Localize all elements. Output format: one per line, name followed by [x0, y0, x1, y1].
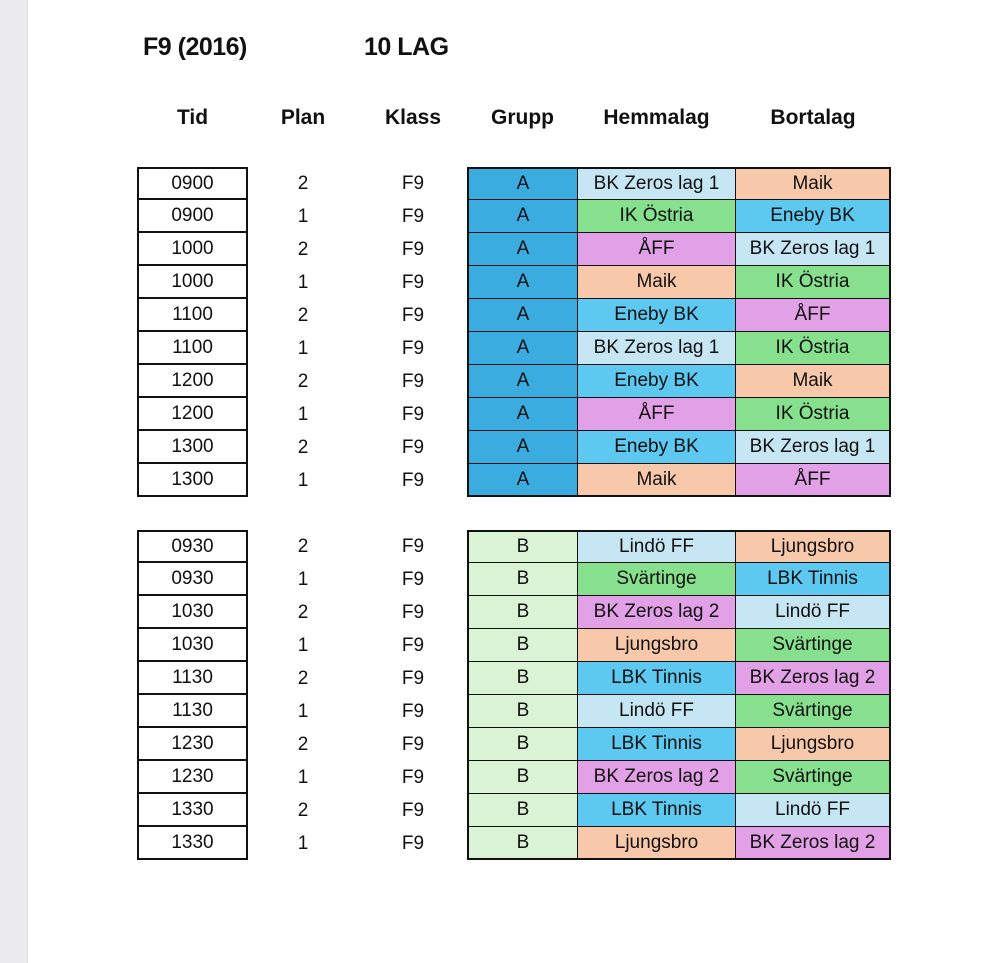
cell-plan: 1 — [297, 403, 309, 425]
cell-klass: F9 — [401, 436, 425, 458]
column-header-bortalag: Bortalag — [770, 106, 856, 129]
cell-plan: 2 — [297, 733, 309, 755]
cell-klass: F9 — [401, 766, 425, 788]
cell-hemmalag: LBK Tinnis — [577, 794, 736, 827]
cell-grupp: A — [467, 431, 578, 464]
cell-hemmalag: ÅFF — [577, 233, 736, 266]
cell-bortalag: ÅFF — [735, 299, 891, 332]
cell-bortalag: Lindö FF — [735, 794, 891, 827]
cell-grupp: A — [467, 299, 578, 332]
cell-klass: F9 — [401, 469, 425, 491]
cell-grupp: B — [467, 827, 578, 860]
cell-plan: 1 — [297, 337, 309, 359]
cell-bortalag: Ljungsbro — [735, 530, 891, 563]
cell-klass: F9 — [401, 337, 425, 359]
cell-tid: 1200 — [137, 398, 248, 431]
cell-tid: 1330 — [137, 827, 248, 860]
cell-klass: F9 — [401, 271, 425, 293]
cell-plan: 2 — [297, 370, 309, 392]
cell-hemmalag: Eneby BK — [577, 431, 736, 464]
cell-bortalag: Svärtinge — [735, 629, 891, 662]
cell-plan: 2 — [297, 601, 309, 623]
cell-tid: 1330 — [137, 794, 248, 827]
cell-hemmalag: Ljungsbro — [577, 629, 736, 662]
cell-hemmalag: Maik — [577, 464, 736, 497]
cell-klass: F9 — [401, 799, 425, 821]
cell-hemmalag: Eneby BK — [577, 365, 736, 398]
cell-hemmalag: ÅFF — [577, 398, 736, 431]
cell-hemmalag: Svärtinge — [577, 563, 736, 596]
cell-hemmalag: LBK Tinnis — [577, 662, 736, 695]
cell-tid: 1030 — [137, 596, 248, 629]
cell-tid: 1130 — [137, 662, 248, 695]
cell-bortalag: Maik — [735, 167, 891, 200]
cell-hemmalag: BK Zeros lag 1 — [577, 332, 736, 365]
cell-klass: F9 — [401, 238, 425, 260]
cell-tid: 1100 — [137, 332, 248, 365]
cell-grupp: B — [467, 662, 578, 695]
cell-klass: F9 — [401, 568, 425, 590]
cell-tid: 1300 — [137, 431, 248, 464]
cell-bortalag: Ljungsbro — [735, 728, 891, 761]
cell-klass: F9 — [401, 304, 425, 326]
cell-tid: 0930 — [137, 563, 248, 596]
cell-plan: 1 — [297, 568, 309, 590]
cell-bortalag: Svärtinge — [735, 695, 891, 728]
cell-plan: 2 — [297, 238, 309, 260]
cell-plan: 1 — [297, 766, 309, 788]
cell-klass: F9 — [401, 700, 425, 722]
cell-bortalag: BK Zeros lag 1 — [735, 233, 891, 266]
cell-hemmalag: BK Zeros lag 1 — [577, 167, 736, 200]
cell-hemmalag: IK Östria — [577, 200, 736, 233]
cell-grupp: B — [467, 695, 578, 728]
column-header-tid: Tid — [176, 106, 209, 129]
cell-bortalag: Svärtinge — [735, 761, 891, 794]
page-title: F9 (2016) — [143, 33, 247, 61]
cell-plan: 2 — [297, 172, 309, 194]
cell-bortalag: ÅFF — [735, 464, 891, 497]
cell-grupp: A — [467, 464, 578, 497]
cell-tid: 0930 — [137, 530, 248, 563]
cell-tid: 1300 — [137, 464, 248, 497]
cell-bortalag: IK Östria — [735, 332, 891, 365]
column-header-plan: Plan — [280, 106, 326, 129]
cell-bortalag: LBK Tinnis — [735, 563, 891, 596]
cell-plan: 1 — [297, 634, 309, 656]
cell-plan: 2 — [297, 436, 309, 458]
cell-hemmalag: BK Zeros lag 2 — [577, 761, 736, 794]
cell-grupp: A — [467, 266, 578, 299]
cell-tid: 1030 — [137, 629, 248, 662]
cell-klass: F9 — [401, 205, 425, 227]
cell-tid: 1200 — [137, 365, 248, 398]
cell-grupp: A — [467, 200, 578, 233]
cell-grupp: B — [467, 794, 578, 827]
cell-klass: F9 — [401, 601, 425, 623]
cell-plan: 1 — [297, 469, 309, 491]
cell-klass: F9 — [401, 667, 425, 689]
cell-tid: 0900 — [137, 200, 248, 233]
team-count: 10 LAG — [364, 33, 449, 61]
cell-tid: 0900 — [137, 167, 248, 200]
cell-tid: 1130 — [137, 695, 248, 728]
cell-plan: 1 — [297, 832, 309, 854]
cell-bortalag: BK Zeros lag 2 — [735, 662, 891, 695]
cell-grupp: A — [467, 167, 578, 200]
cell-bortalag: BK Zeros lag 1 — [735, 431, 891, 464]
cell-klass: F9 — [401, 634, 425, 656]
cell-tid: 1230 — [137, 728, 248, 761]
cell-bortalag: Lindö FF — [735, 596, 891, 629]
cell-plan: 2 — [297, 304, 309, 326]
cell-hemmalag: Maik — [577, 266, 736, 299]
column-header-klass: Klass — [384, 106, 442, 129]
cell-grupp: B — [467, 596, 578, 629]
cell-grupp: B — [467, 761, 578, 794]
cell-hemmalag: Eneby BK — [577, 299, 736, 332]
cell-klass: F9 — [401, 370, 425, 392]
cell-plan: 2 — [297, 535, 309, 557]
cell-klass: F9 — [401, 832, 425, 854]
cell-plan: 1 — [297, 271, 309, 293]
cell-bortalag: IK Östria — [735, 266, 891, 299]
cell-tid: 1000 — [137, 233, 248, 266]
cell-tid: 1100 — [137, 299, 248, 332]
cell-hemmalag: BK Zeros lag 2 — [577, 596, 736, 629]
cell-hemmalag: Ljungsbro — [577, 827, 736, 860]
cell-grupp: B — [467, 530, 578, 563]
cell-tid: 1230 — [137, 761, 248, 794]
cell-plan: 2 — [297, 799, 309, 821]
cell-grupp: A — [467, 365, 578, 398]
cell-bortalag: Eneby BK — [735, 200, 891, 233]
cell-grupp: A — [467, 332, 578, 365]
window-edge-strip — [0, 0, 28, 963]
cell-klass: F9 — [401, 403, 425, 425]
cell-grupp: B — [467, 629, 578, 662]
cell-grupp: A — [467, 398, 578, 431]
cell-grupp: B — [467, 563, 578, 596]
column-header-hemmalag: Hemmalag — [603, 106, 710, 129]
cell-plan: 1 — [297, 700, 309, 722]
cell-bortalag: IK Östria — [735, 398, 891, 431]
cell-hemmalag: Lindö FF — [577, 530, 736, 563]
column-header-grupp: Grupp — [491, 106, 554, 129]
cell-plan: 1 — [297, 205, 309, 227]
cell-hemmalag: Lindö FF — [577, 695, 736, 728]
cell-grupp: B — [467, 728, 578, 761]
cell-bortalag: Maik — [735, 365, 891, 398]
cell-klass: F9 — [401, 172, 425, 194]
cell-klass: F9 — [401, 535, 425, 557]
cell-tid: 1000 — [137, 266, 248, 299]
cell-hemmalag: LBK Tinnis — [577, 728, 736, 761]
cell-klass: F9 — [401, 733, 425, 755]
cell-bortalag: BK Zeros lag 2 — [735, 827, 891, 860]
cell-plan: 2 — [297, 667, 309, 689]
cell-grupp: A — [467, 233, 578, 266]
